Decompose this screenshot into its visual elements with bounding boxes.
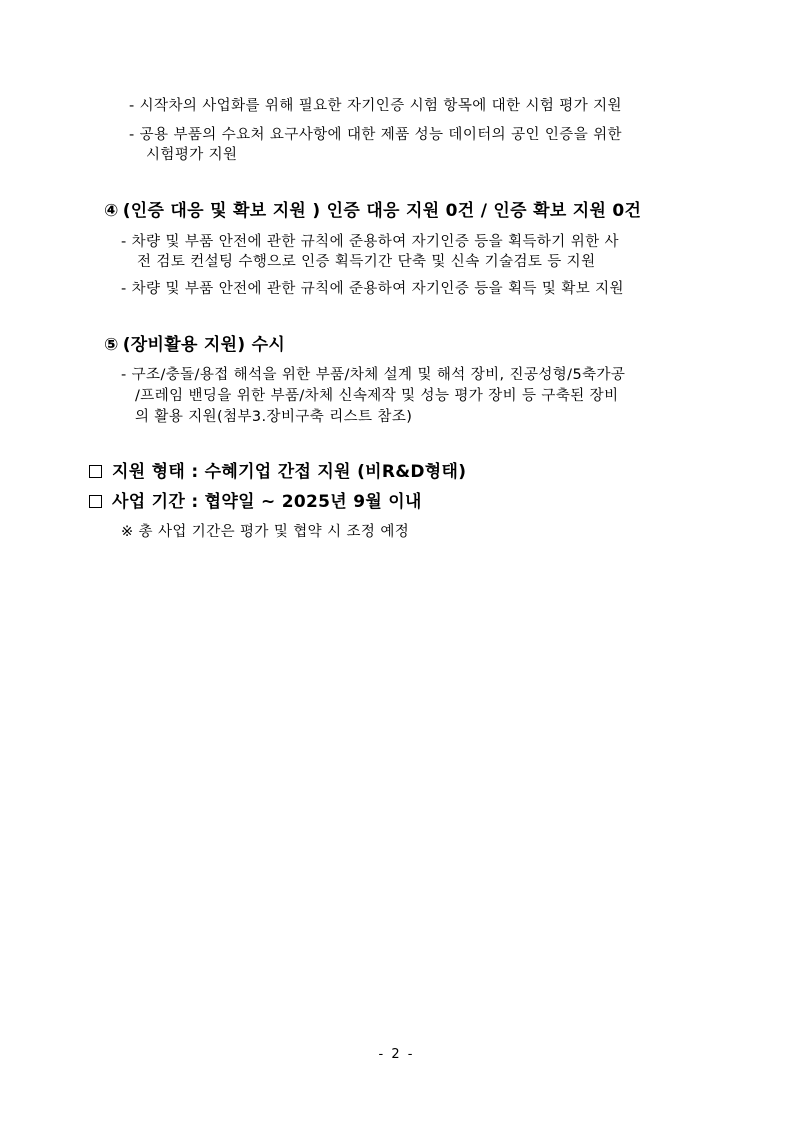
intro-bullet-2: - 공용 부품의 수요처 요구사항에 대한 제품 성능 데이터의 공인 인증을 위한	[129, 127, 622, 143]
section-5-title: (장비활용 지원) 수시	[122, 335, 286, 355]
section-4-heading	[104, 199, 641, 223]
section-4-line-3: - 차량 및 부품 안전에 관한 규칙에 준용하여 자기인증 등을 획득 및 확보 지원	[121, 281, 624, 297]
section-4-title: (인증 대응 및 확보 지원 ) 인증 대응 지원 0건 / 인증 확보 지원 0건	[122, 201, 642, 221]
period-note: ※ 총 사업 기간은 평가 및 협약 시 조정 예정	[121, 524, 410, 540]
business-period-text: 사업 기간 : 협약일 ~ 2025년 9월 이내	[112, 492, 422, 512]
section-4-marker: ④	[104, 201, 119, 221]
intro-bullet-1: - 시작차의 사업화를 위해 필요한 자기인증 시험 항목에 대한 시험 평가 지원	[129, 98, 622, 114]
checkbox-square-icon	[89, 465, 102, 478]
page-number: - 2 -	[378, 1047, 415, 1062]
section-5-line-2: /프레임 밴딩을 위한 부품/차체 신속제작 및 성능 평가 장비 등 구축된 장비	[135, 388, 619, 404]
section-5-line-3: 의 활용 지원(첨부3.장비구축 리스트 참조)	[135, 409, 413, 425]
section-5-heading	[104, 333, 285, 357]
intro-bullet-2-cont: 시험평가 지원	[146, 147, 238, 163]
section-5-line-1: - 구조/충돌/용접 해석을 위한 부품/차체 설계 및 해석 장비, 진공성형/5축가공	[121, 367, 626, 383]
checkbox-square-icon	[89, 495, 102, 508]
support-type-item	[89, 460, 466, 484]
section-5-marker: ⑤	[104, 335, 119, 355]
business-period-item	[89, 490, 422, 514]
section-4-line-2: 전 검토 컨설팅 수행으로 인증 획득기간 단축 및 신속 기술검토 등 지원	[137, 254, 596, 270]
support-type-text: 지원 형태 : 수혜기업 간접 지원 (비R&D형태)	[112, 462, 467, 482]
section-4-line-1: - 차량 및 부품 안전에 관한 규칙에 준용하여 자기인증 등을 획득하기 위한 사	[121, 234, 619, 250]
